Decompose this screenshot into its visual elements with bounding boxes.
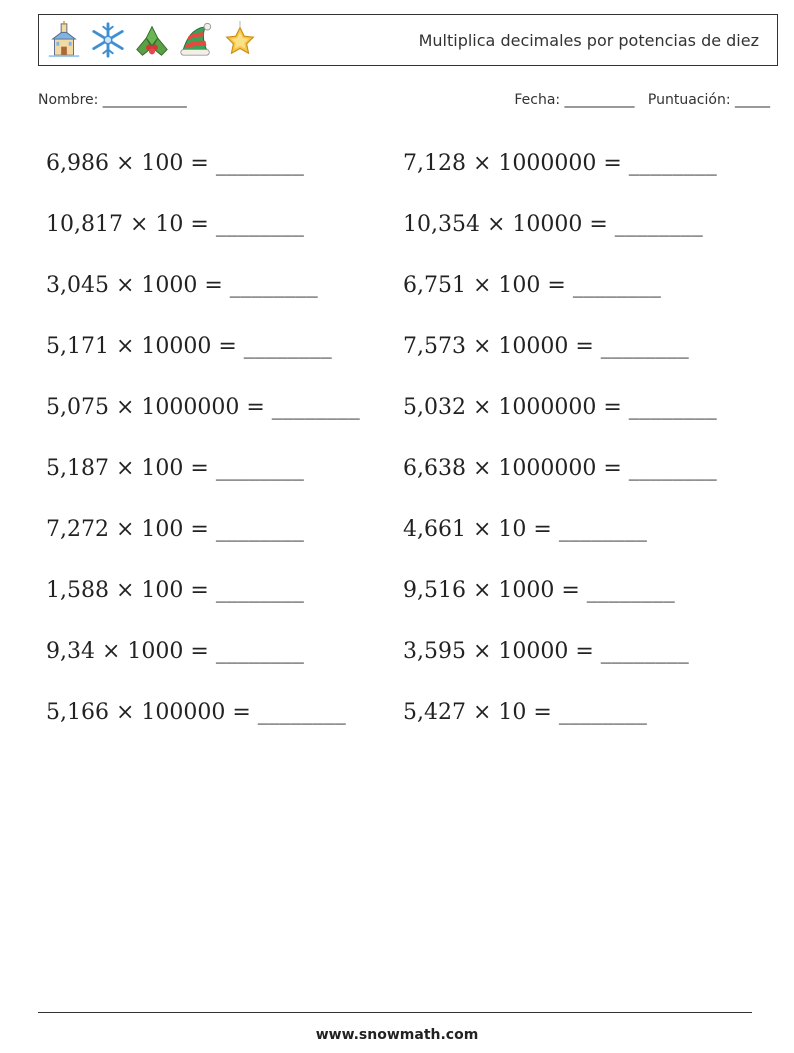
problem-item: 7,573 × 10000 = ________ xyxy=(403,334,689,359)
snowflake-icon xyxy=(89,21,127,59)
problem-item: 5,166 × 100000 = ________ xyxy=(46,700,346,725)
holly-icon xyxy=(133,21,171,59)
problem-item: 5,171 × 10000 = ________ xyxy=(46,334,332,359)
name-field: Nombre: ____________ xyxy=(38,92,187,108)
problem-item: 7,128 × 1000000 = ________ xyxy=(403,151,717,176)
problem-item: 7,272 × 100 = ________ xyxy=(46,517,304,542)
worksheet-title: Multiplica decimales por potencias de diez xyxy=(418,31,759,50)
problem-item: 3,595 × 10000 = ________ xyxy=(403,639,689,664)
star-icon xyxy=(221,21,259,59)
problem-item: 6,638 × 1000000 = ________ xyxy=(403,456,717,481)
problem-item: 1,588 × 100 = ________ xyxy=(46,578,304,603)
problem-item: 5,075 × 1000000 = ________ xyxy=(46,395,360,420)
church-icon xyxy=(45,21,83,59)
problem-item: 10,817 × 10 = ________ xyxy=(46,212,304,237)
score-field: Puntuación: _____ xyxy=(647,92,770,108)
problem-grid xyxy=(46,142,766,752)
problem-item: 5,427 × 10 = ________ xyxy=(403,700,647,725)
footer-divider xyxy=(38,1012,752,1013)
header-icons xyxy=(45,21,259,61)
problem-item: 6,751 × 100 = ________ xyxy=(403,273,661,298)
problem-item: 5,032 × 1000000 = ________ xyxy=(403,395,717,420)
date-field: Fecha: __________ xyxy=(514,92,635,108)
santa-hat-icon xyxy=(177,21,215,59)
problem-item: 4,661 × 10 = ________ xyxy=(403,517,647,542)
problem-item: 5,187 × 100 = ________ xyxy=(46,456,304,481)
problem-item: 3,045 × 1000 = ________ xyxy=(46,273,318,298)
problem-item: 9,34 × 1000 = ________ xyxy=(46,639,304,664)
problem-item: 10,354 × 10000 = ________ xyxy=(403,212,703,237)
problem-item: 9,516 × 1000 = ________ xyxy=(403,578,675,603)
worksheet-header xyxy=(38,14,778,66)
footer-website: www.snowmath.com xyxy=(315,1027,479,1043)
problem-item: 6,986 × 100 = ________ xyxy=(46,151,304,176)
date-score-fields xyxy=(514,92,770,108)
